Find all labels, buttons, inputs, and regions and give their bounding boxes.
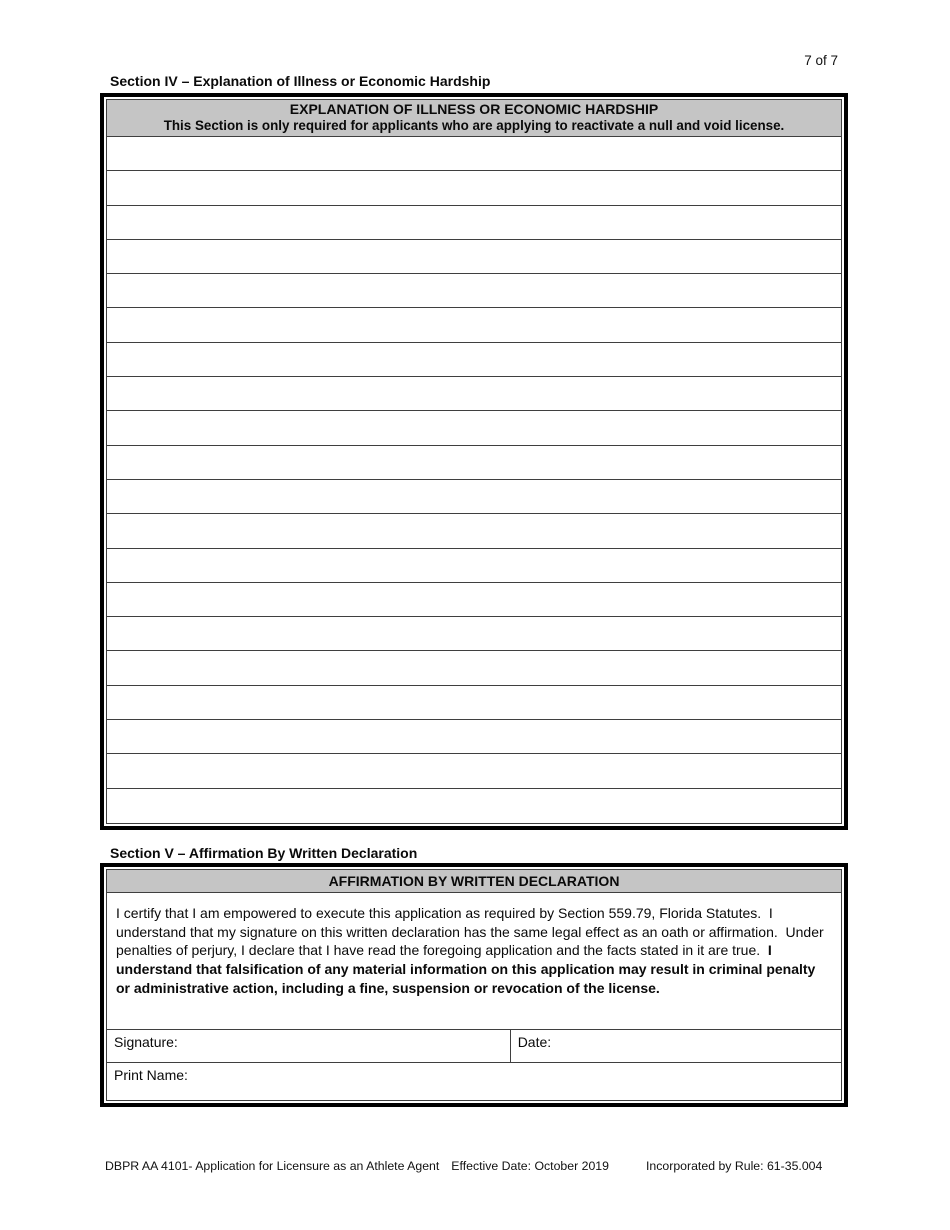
explanation-blank-line[interactable]: [107, 308, 841, 342]
explanation-blank-line[interactable]: [107, 343, 841, 377]
declaration-normal-text: I certify that I am empowered to execute this application as required by Section 559.79, Florida Statutes. I understand that my signature on this written declaration has the same legal effect as an oath or affirmation. Under penalties of perjury, I declare that I have read the foregoing application and the facts stated in it are true.: [116, 905, 828, 959]
affirmation-declaration: [107, 893, 841, 1030]
explanation-blank-line[interactable]: [107, 480, 841, 514]
explanation-blank-line[interactable]: [107, 206, 841, 240]
explanation-blank-line[interactable]: [107, 686, 841, 720]
section-iv-heading: Section IV – Explanation of Illness or Economic Hardship: [110, 73, 491, 89]
explanation-blank-line[interactable]: [107, 137, 841, 171]
print-name-field[interactable]: [107, 1063, 841, 1100]
declaration-bold-text: I understand that falsification of any material information on this application may result in criminal penalty or administrative action, including a fine, suspension or revocation of the license.: [116, 942, 820, 996]
section-v-table: [100, 863, 848, 1107]
footer-form-id: DBPR AA 4101- Application for Licensure as an Athlete Agent: [105, 1159, 440, 1173]
date-field[interactable]: [511, 1030, 841, 1062]
section-iv-table-title: EXPLANATION OF ILLNESS OR ECONOMIC HARDSHIP: [289, 101, 659, 117]
section-v-table-header: AFFIRMATION BY WRITTEN DECLARATION: [107, 870, 841, 893]
signature-field[interactable]: [107, 1030, 511, 1062]
footer-effective-date: Effective Date: October 2019: [451, 1159, 609, 1173]
explanation-rows: [107, 137, 841, 823]
explanation-blank-line[interactable]: [107, 377, 841, 411]
explanation-blank-line[interactable]: [107, 514, 841, 548]
explanation-blank-line[interactable]: [107, 549, 841, 583]
signature-label: Signature:: [114, 1034, 178, 1050]
explanation-blank-line[interactable]: [107, 583, 841, 617]
section-iv-table-subtitle: This Section is only required for applicants who are applying to reactivate a null and void license.: [163, 117, 785, 133]
explanation-blank-line[interactable]: [107, 754, 841, 788]
section-iv-table-header: [107, 100, 841, 137]
explanation-blank-line[interactable]: [107, 789, 841, 823]
date-label: Date:: [517, 1034, 552, 1050]
explanation-blank-line[interactable]: [107, 617, 841, 651]
explanation-blank-line[interactable]: [107, 446, 841, 480]
section-iv-table: [100, 93, 848, 830]
explanation-blank-line[interactable]: [107, 651, 841, 685]
explanation-blank-line[interactable]: [107, 411, 841, 445]
explanation-blank-line[interactable]: [107, 171, 841, 205]
footer-rule: Incorporated by Rule: 61-35.004: [645, 1159, 823, 1173]
signature-date-row: [107, 1030, 841, 1063]
print-name-label: Print Name:: [114, 1067, 188, 1083]
page-number: 7 of 7: [804, 53, 838, 68]
explanation-blank-line[interactable]: [107, 720, 841, 754]
explanation-blank-line[interactable]: [107, 274, 841, 308]
section-v-heading: Section V – Affirmation By Written Declaration: [110, 845, 418, 861]
explanation-blank-line[interactable]: [107, 240, 841, 274]
form-footer: [105, 1159, 822, 1173]
